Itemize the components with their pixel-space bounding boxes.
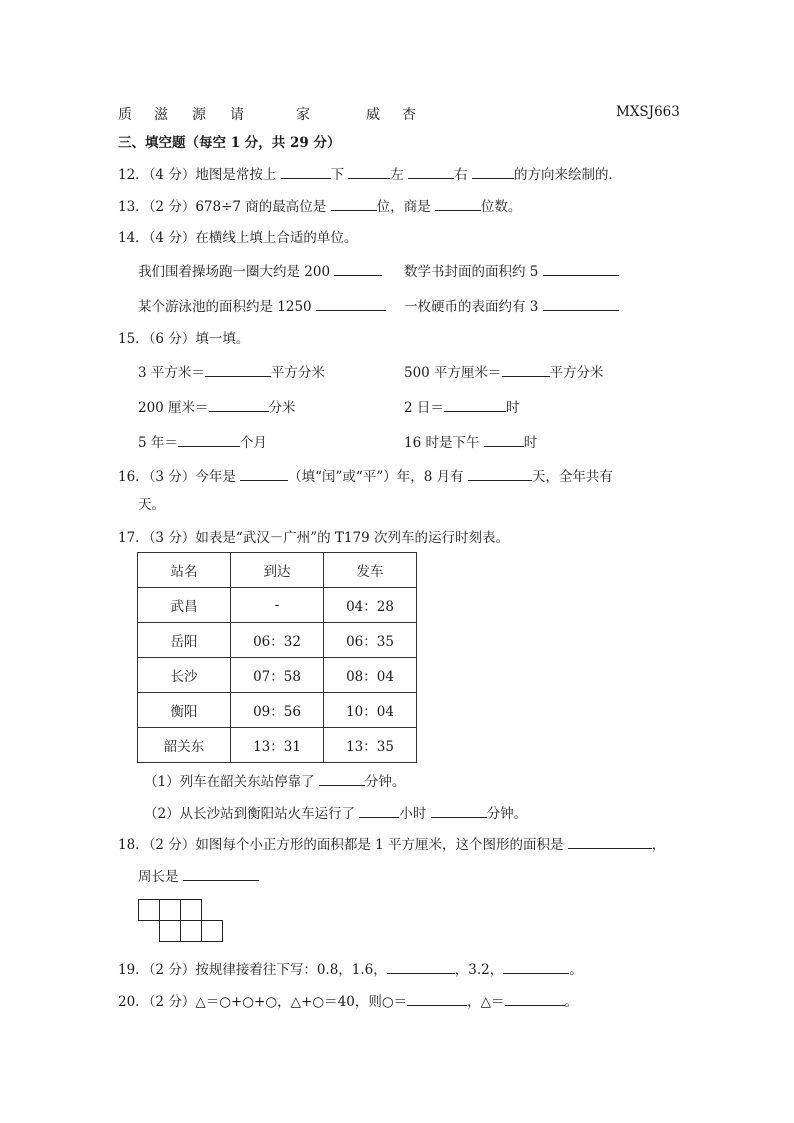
question-text: 分钟。 — [364, 774, 406, 790]
question-text: ，3.2， — [454, 962, 504, 978]
q15-item-f — [404, 433, 537, 452]
answer-blank[interactable] — [331, 197, 377, 211]
question-text: 500 平方厘米＝ — [404, 365, 502, 381]
question-number: 18． — [118, 837, 149, 853]
question-number: 12． — [118, 167, 149, 183]
q14-item-b — [404, 262, 619, 281]
question-text: 在横线上填上合适的单位。 — [195, 230, 358, 246]
table-cell: 06：32 — [231, 623, 324, 658]
question-number: 15． — [118, 331, 149, 347]
question-text: 按规律接着往下写：0.8，1.6， — [195, 962, 387, 978]
table-row — [138, 623, 417, 658]
answer-blank[interactable] — [334, 262, 382, 276]
question-17 — [118, 529, 509, 547]
q15-item-c — [138, 398, 296, 417]
q15-item-b — [404, 363, 604, 382]
question-score: （4 分） — [148, 167, 196, 183]
question-number: 20． — [118, 994, 149, 1010]
table-cell: 04：28 — [324, 588, 417, 623]
question-text: （填“闰”或“平”）年，8 月有 — [288, 469, 468, 485]
answer-blank[interactable] — [543, 297, 619, 311]
q15-item-a — [138, 363, 325, 382]
table-header-cell: 发车 — [324, 553, 417, 588]
watermark-char: 家 — [296, 107, 310, 123]
question-number: 19． — [118, 962, 149, 978]
question-15 — [118, 330, 249, 348]
table-cell: 06：35 — [324, 623, 417, 658]
answer-blank[interactable] — [484, 433, 524, 447]
table-row — [138, 728, 417, 763]
question-score: （2 分） — [148, 962, 196, 978]
question-text: 地图是常按上 — [195, 167, 281, 183]
question-18-cont — [138, 867, 259, 886]
question-16 — [118, 467, 613, 486]
question-text: ，△＝ — [467, 994, 505, 1010]
question-text: 天。 — [138, 497, 165, 513]
q17-sub-1 — [144, 772, 405, 791]
q15-item-d — [404, 398, 519, 417]
question-text: 天，全年共有 — [531, 469, 613, 485]
answer-blank[interactable] — [503, 960, 569, 974]
answer-blank[interactable] — [435, 197, 481, 211]
question-text: 时 — [505, 400, 520, 416]
q14-item-c — [138, 297, 386, 316]
table-cell: 09：56 — [231, 693, 324, 728]
answer-blank[interactable] — [505, 992, 565, 1006]
q14-item-a — [138, 262, 382, 281]
grid-square — [159, 920, 181, 942]
table-cell: 07：58 — [231, 658, 324, 693]
table-cell: 13：35 — [324, 728, 417, 763]
question-score: （3 分） — [148, 469, 196, 485]
table-cell: 08：04 — [324, 658, 417, 693]
q15-item-e — [138, 433, 267, 452]
table-row — [138, 588, 417, 623]
question-text: 如表是“武汉－广州”的 T179 次列车的运行时刻表。 — [195, 530, 509, 546]
answer-blank[interactable] — [468, 467, 532, 481]
question-text: 分钟。 — [486, 806, 528, 822]
question-text: 200 厘米＝ — [138, 400, 209, 416]
question-text: 的方向来绘制的． — [514, 167, 623, 183]
question-text: 。 — [564, 994, 578, 1010]
question-text: 右 — [454, 167, 473, 183]
square-grid-figure — [138, 899, 224, 943]
question-score: （4 分） — [148, 230, 196, 246]
question-text: 分米 — [268, 400, 296, 416]
question-text: 5 年＝ — [138, 435, 178, 451]
table-cell: 韶关东 — [138, 728, 231, 763]
q14-item-d — [404, 297, 619, 316]
grid-square — [201, 920, 223, 942]
answer-blank[interactable] — [472, 165, 514, 179]
watermark-char: 滋 — [154, 107, 168, 123]
question-score: （3 分） — [148, 530, 196, 546]
answer-blank[interactable] — [431, 804, 487, 818]
answer-blank[interactable] — [240, 467, 288, 481]
answer-blank[interactable] — [543, 262, 619, 276]
answer-blank[interactable] — [408, 165, 454, 179]
table-cell: 13：31 — [231, 728, 324, 763]
question-text: 位，商是 — [376, 199, 435, 215]
answer-blank[interactable] — [348, 165, 390, 179]
section-title: 三、填空题（每空 1 分，共 29 分） — [118, 135, 341, 151]
question-score: （2 分） — [148, 837, 196, 853]
question-text: 16 时是下午 — [404, 435, 484, 451]
question-text: 个月 — [239, 435, 267, 451]
answer-blank[interactable] — [387, 960, 455, 974]
q17-sub-2 — [144, 804, 527, 823]
question-text: 周长是 — [138, 869, 183, 885]
question-text: 如图每个小正方形的面积都是 1 平方厘米，这个图形的面积是 — [195, 837, 568, 853]
question-text: 今年是 — [195, 469, 241, 485]
question-text: 我们围着操场跑一圈大约是 200 — [138, 264, 335, 280]
table-header-cell: 到达 — [231, 553, 324, 588]
answer-blank[interactable] — [316, 297, 386, 311]
answer-blank[interactable] — [319, 772, 365, 786]
answer-blank[interactable] — [444, 398, 506, 412]
table-cell: 长沙 — [138, 658, 231, 693]
question-score: （2 分） — [148, 199, 196, 215]
answer-blank[interactable] — [205, 363, 271, 377]
table-cell: 岳阳 — [138, 623, 231, 658]
question-text: 左 — [390, 167, 409, 183]
question-text: 。 — [569, 962, 583, 978]
table-header-cell: 站名 — [138, 553, 231, 588]
table-cell: 10：04 — [324, 693, 417, 728]
question-text: △＝○+○+○，△+○＝40，则○＝ — [195, 994, 408, 1010]
question-text: ， — [651, 837, 666, 853]
answer-blank[interactable] — [568, 835, 652, 849]
answer-blank[interactable] — [359, 804, 399, 818]
question-number: 13． — [118, 199, 149, 215]
question-14 — [118, 229, 357, 247]
question-text: 678÷7 商的最高位是 — [195, 199, 331, 215]
answer-blank[interactable] — [209, 398, 269, 412]
grid-square — [180, 920, 202, 942]
question-score: （6 分） — [148, 331, 196, 347]
question-text: 下 — [330, 167, 349, 183]
table-cell: - — [231, 588, 324, 623]
watermark-char: 杏 — [402, 107, 416, 123]
document-code: MXSJ663 — [616, 104, 680, 120]
question-text: 平方分米 — [270, 365, 325, 381]
question-text: 2 日＝ — [404, 400, 444, 416]
question-20 — [118, 992, 578, 1011]
answer-blank[interactable] — [178, 433, 240, 447]
question-text: 位数。 — [480, 199, 522, 215]
answer-blank[interactable] — [407, 992, 467, 1006]
question-text: （2）从长沙站到衡阳站火车运行了 — [144, 806, 360, 822]
answer-blank[interactable] — [281, 165, 331, 179]
watermark-char: 请 — [230, 107, 244, 123]
watermark-char: 威 — [366, 107, 380, 123]
question-text: （1）列车在韶关东站停靠了 — [144, 774, 319, 790]
grid-square — [159, 899, 181, 921]
question-12 — [118, 165, 622, 184]
question-18 — [118, 835, 665, 854]
question-number: 14． — [118, 230, 149, 246]
question-text: 小时 — [399, 806, 431, 822]
question-number: 16． — [118, 469, 149, 485]
train-timetable — [137, 552, 417, 763]
question-number: 17． — [118, 530, 149, 546]
question-13 — [118, 197, 521, 216]
question-text: 填一填。 — [195, 331, 250, 347]
table-header-row — [138, 553, 417, 588]
question-16-cont — [138, 496, 165, 514]
question-text: 时 — [523, 435, 538, 451]
table-cell: 武昌 — [138, 588, 231, 623]
watermark-char: 源 — [192, 107, 206, 123]
table-row — [138, 693, 417, 728]
question-score: （2 分） — [148, 994, 196, 1010]
watermark-char: 质 — [118, 107, 132, 123]
question-text: 某个游泳池的面积约是 1250 — [138, 299, 316, 315]
question-19 — [118, 960, 583, 979]
question-text: 一枚硬币的表面约有 3 — [404, 299, 543, 315]
grid-square — [138, 899, 160, 921]
answer-blank[interactable] — [502, 363, 550, 377]
question-text: 平方分米 — [549, 365, 604, 381]
question-text: 数学书封面的面积约 5 — [404, 264, 543, 280]
grid-square — [180, 899, 202, 921]
table-row — [138, 658, 417, 693]
question-text: 3 平方米＝ — [138, 365, 205, 381]
table-cell: 衡阳 — [138, 693, 231, 728]
answer-blank[interactable] — [183, 867, 259, 881]
